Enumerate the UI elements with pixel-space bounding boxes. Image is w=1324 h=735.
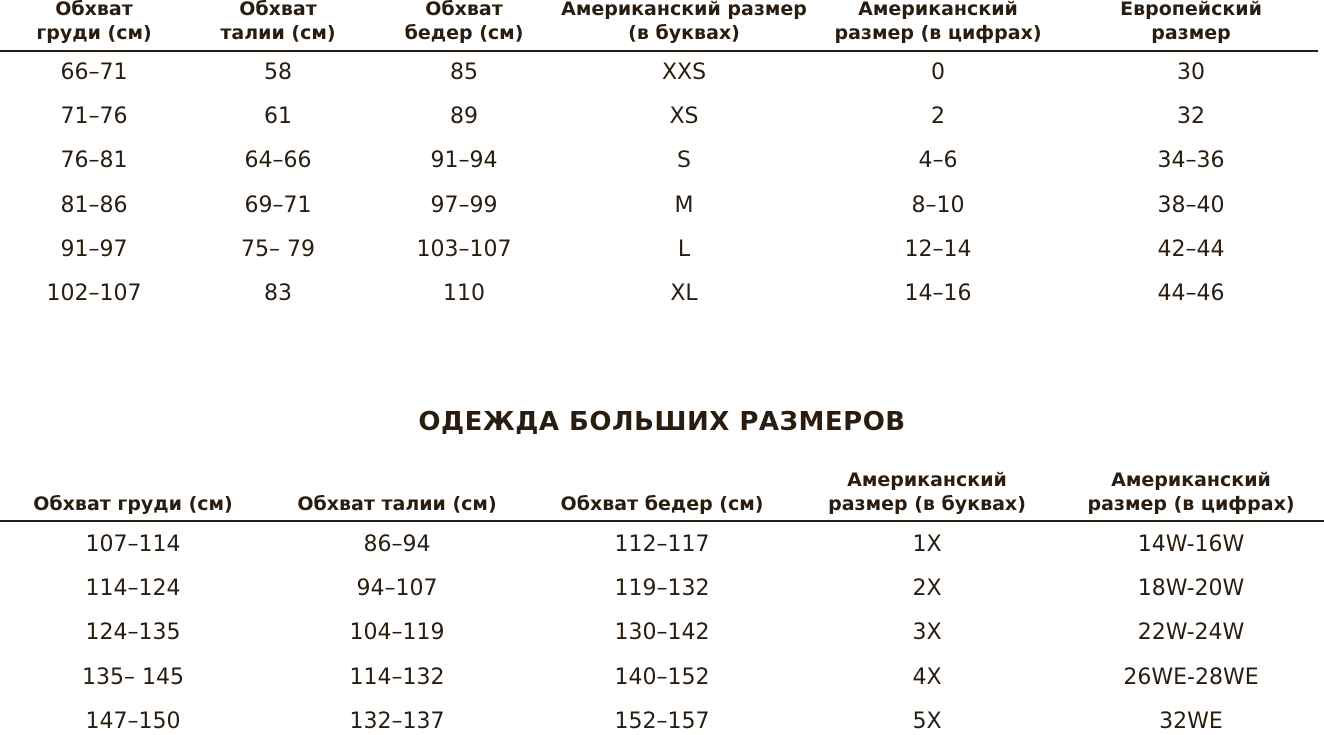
table-cell: 132–137: [349, 708, 445, 734]
table-cell: 2: [931, 104, 945, 130]
table-cell: 5X: [912, 708, 942, 734]
table-cell: XL: [670, 281, 698, 306]
table-cell: 97–99: [430, 192, 498, 218]
table-cell: 81–86: [60, 192, 128, 218]
table-cell: 18W-20W: [1137, 576, 1245, 602]
table-cell: 32: [1177, 104, 1205, 130]
table-cell: 14W-16W: [1137, 532, 1245, 557]
column-header: талии (см): [220, 22, 336, 44]
column-header: Обхват: [239, 0, 317, 20]
table-cell: 114–132: [349, 664, 445, 690]
table-cell: 38–40: [1157, 192, 1225, 218]
table-cell: 83: [264, 281, 292, 306]
column-header: размер (в цифрах): [834, 22, 1042, 44]
table-cell: 107–114: [85, 532, 181, 557]
table-cell: 12–14: [904, 236, 972, 262]
table-cell: 61: [264, 104, 292, 130]
header-divider: [0, 50, 1318, 52]
table-cell: 44–46: [1157, 281, 1225, 306]
table-cell: 71–76: [60, 104, 128, 130]
table-cell: 91–94: [430, 148, 498, 174]
table-cell: 103–107: [416, 236, 512, 262]
column-header: размер (в цифрах): [1087, 493, 1295, 515]
column-header: (в буквах): [628, 22, 740, 44]
table-cell: 69–71: [244, 192, 312, 218]
table-cell: 42–44: [1157, 236, 1225, 262]
table-cell: 26WE-28WE: [1123, 664, 1259, 690]
table-cell: 64–66: [244, 148, 312, 174]
table-cell: 8–10: [911, 192, 965, 218]
table-cell: 124–135: [85, 620, 181, 646]
table-cell: S: [677, 148, 691, 174]
column-header: Обхват бедер (см): [560, 493, 764, 515]
column-header: Европейский: [1120, 0, 1262, 20]
column-header: Обхват груди (см): [33, 493, 233, 515]
table-cell: 86–94: [363, 532, 431, 557]
table-cell: 30: [1177, 60, 1205, 85]
table-cell: 85: [450, 60, 478, 85]
table-cell: 94–107: [356, 576, 438, 602]
table-cell: 0: [931, 60, 945, 85]
table-cell: 130–142: [614, 620, 710, 646]
table-cell: L: [677, 236, 691, 262]
column-header: Обхват: [425, 0, 503, 20]
table-cell: XS: [669, 104, 699, 130]
column-header: Американский: [847, 469, 1007, 491]
table-cell: 32WE: [1159, 708, 1223, 734]
table-cell: 22W-24W: [1137, 620, 1245, 646]
column-header: Американский размер: [561, 0, 807, 20]
column-header: Обхват талии (см): [297, 493, 497, 515]
column-header: груди (см): [36, 22, 152, 44]
table-cell: 58: [264, 60, 292, 85]
table-cell: 152–157: [614, 708, 710, 734]
table-cell: 110: [443, 281, 485, 306]
column-header: бедер (см): [404, 22, 524, 44]
table-cell: XXS: [661, 60, 707, 85]
table-cell: 14–16: [904, 281, 972, 306]
table-cell: 135– 145: [82, 664, 184, 690]
table-cell: 2X: [912, 576, 942, 602]
section-title: ОДЕЖДА БОЛЬШИХ РАЗМЕРОВ: [418, 407, 906, 437]
column-header: Обхват: [55, 0, 133, 20]
table-cell: 119–132: [614, 576, 710, 602]
table-cell: 114–124: [85, 576, 181, 602]
table-cell: 89: [450, 104, 478, 130]
table-cell: 4X: [912, 664, 942, 690]
table-cell: 34–36: [1157, 148, 1225, 174]
column-header: размер: [1151, 22, 1231, 44]
column-header: размер (в буквах): [828, 493, 1026, 515]
table-cell: 104–119: [349, 620, 445, 646]
table-cell: 1X: [912, 532, 942, 557]
table-cell: 76–81: [60, 148, 128, 174]
table-cell: 112–117: [614, 532, 710, 557]
table-cell: 66–71: [60, 60, 128, 85]
column-header: Американский: [1111, 469, 1271, 491]
table-cell: 3X: [912, 620, 942, 646]
table-cell: 91–97: [60, 236, 128, 262]
table-cell: 102–107: [46, 281, 142, 306]
column-header: Американский: [858, 0, 1018, 20]
table-cell: M: [674, 192, 694, 218]
header-divider: [0, 520, 1324, 522]
table-cell: 140–152: [614, 664, 710, 690]
table-cell: 147–150: [85, 708, 181, 734]
table-cell: 75– 79: [241, 236, 315, 262]
table-cell: 4–6: [918, 148, 958, 174]
